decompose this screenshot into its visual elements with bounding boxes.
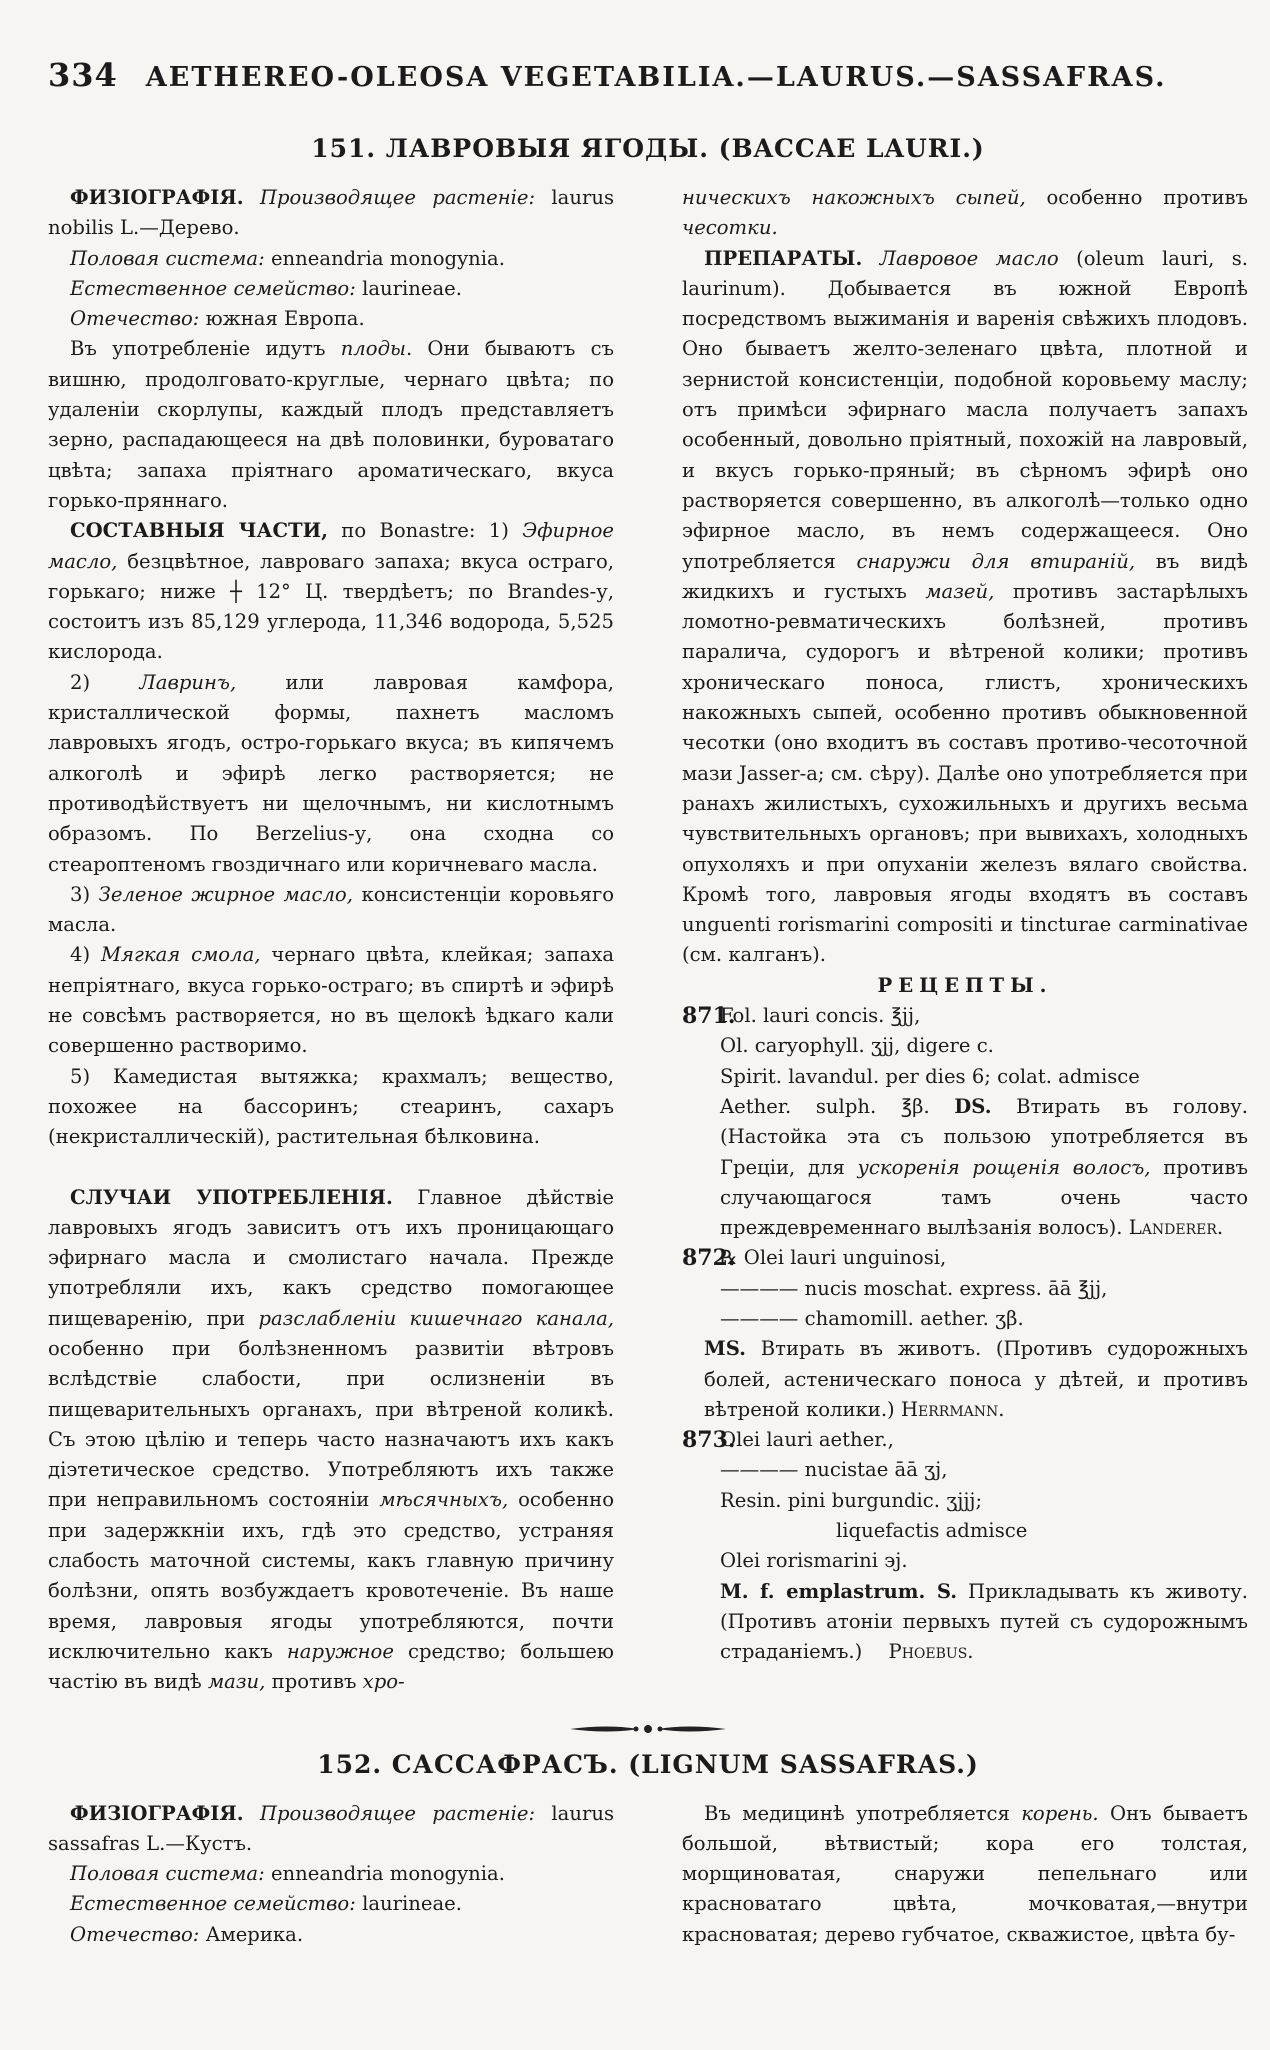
recipe-line-part: противъ случающагося тамъ очень часто преждевременнаго вылѣзанія волосъ). xyxy=(720,1155,1248,1240)
sexual-system-value: enneandria monogynia. xyxy=(270,1862,505,1886)
recipe-line-part: Втирать въ животъ. (Противъ судорожныхъ болей, астеническаго поноса у дѣтей, и противъ вѣтреной колики.) xyxy=(704,1337,1249,1421)
recipe-873 xyxy=(682,1425,1248,1667)
physiography-heading: ФИЗІОГРАФІЯ. xyxy=(70,186,244,209)
section-151-title: 151. ЛАВРОВЫЯ ЯГОДЫ. (BACCAE LAURI.) xyxy=(311,134,985,163)
recipe-line-part: Aether. sulph. ℥β. xyxy=(720,1094,930,1118)
section-divider xyxy=(48,1722,1248,1736)
left-column-2 xyxy=(48,1799,614,1950)
recipe-author: Landerer. xyxy=(1128,1216,1224,1240)
recipe-line: Olei rorismarini ϶j. xyxy=(720,1549,908,1573)
component-2 xyxy=(48,668,614,880)
root-paragraph xyxy=(682,1799,1248,1950)
family-label: Естественное семейство: xyxy=(70,1892,356,1916)
components-text-a: по Bonastre: 1) xyxy=(341,519,509,543)
plant-value: laurus nobilis L.—Дерево. xyxy=(48,186,615,240)
root-text-a: Въ медицинѣ употребляется xyxy=(704,1801,1010,1825)
component-4-num: 4) xyxy=(70,943,91,967)
recipe-number: 871. xyxy=(682,1003,736,1030)
component-2-text: или лавровая камфора, кристаллической формы, пахнетъ масломъ лавровыхъ ягодъ, остро-горькаго вкуса; въ кипячемъ алкоголѣ и эфирѣ легко растворяется; не противодѣйствуетъ ни щелочнымъ, ни кислотнымъ образомъ. По Berzelius-у, она сходна со стеароптеномъ гвоздичнаго или коричневаго масла. xyxy=(48,670,614,876)
usage-text-c: . Они бываютъ съ вишню, продолговато-круглые, чернаго цвѣта; по удаленіи скорлупы, каждый плодъ представляетъ зерно, распадающееся на двѣ половинки, буроватаго цвѣта; запаха пріятнаго ароматическаго, вкуса горько-пряннаго. xyxy=(48,337,615,512)
recipe-number: 873. xyxy=(682,1427,736,1454)
recipe-instruction xyxy=(720,1092,1248,1243)
recipe-body xyxy=(720,1001,1248,1243)
root-text-b: корень. xyxy=(1021,1801,1099,1825)
root-text-c: Онъ бываетъ большой, вѣтвистый; кора его толстая, морщиноватая, снаружи пепельнаго или красноватаго цвѣта, мочковатая,—внутри красноватая; дерево губчатое, скважистое, цвѣта бу- xyxy=(682,1801,1248,1946)
right-column xyxy=(682,183,1248,1698)
usage-cases-h: мази, xyxy=(207,1670,266,1694)
continuation-c: чесотки. xyxy=(682,216,778,240)
recipe-number: 872. xyxy=(682,1245,736,1272)
running-head xyxy=(48,56,1248,104)
components-text-oil: Эфирное масло, xyxy=(48,519,615,573)
family-value: laurineae. xyxy=(362,1892,462,1916)
left-column xyxy=(48,183,614,1698)
physiography-heading: ФИЗІОГРАФІЯ. xyxy=(70,1801,244,1825)
recipe-line-part: Прикладывать къ животу. (Противъ атоніи первыхъ путей съ судорожнымъ страданіемъ.) xyxy=(720,1579,1248,1664)
component-4-name: Мягкая смола, xyxy=(100,943,261,967)
recipe-line: ℞ Olei lauri unguinosi, xyxy=(720,1246,947,1270)
component-4-text: чернаго цвѣта, клейкая; запаха непріятнаго, вкуса горько-остраго; въ спиртѣ и эфирѣ не совсѣмъ растворяется, но въ щелокѣ ѣдкаго кали совершенно растворимо. xyxy=(48,943,615,1058)
preparations-e: мазей, xyxy=(925,579,995,603)
sexual-system-line xyxy=(48,244,614,274)
ornament-divider-icon xyxy=(568,1722,728,1736)
usage-cases-d: мѣсячныхъ, xyxy=(379,1488,509,1512)
sexual-system-value: enneandria monogynia. xyxy=(270,246,505,270)
continuation-b: особенно противъ xyxy=(1046,186,1249,209)
running-title: AETHEREO-OLEOSA VEGETABILIA.—LAURUS.—SASSAFRAS. xyxy=(145,62,1167,93)
plant-label: Производящее растеніе: xyxy=(259,186,536,209)
homeland-label: Отечество: xyxy=(70,1922,200,1946)
preparations-f: противъ застарѣлыхъ ломотно-ревматическихъ болѣзней, противъ паралича, судорогъ и вѣтреной колики; противъ хроническаго поноса, глистъ, хроническихъ накожныхъ сыпей, особенно противъ обыкновенной чесотки (оно входитъ въ составъ противо-чесоточной мази Jasser-а; см. сѣру). Далѣе оно употребляется при ранахъ жилистыхъ, сухожильныхъ и другихъ весьма чувствительныхъ органовъ; при вывихахъ, холодныхъ опухоляхъ и при опуханіи железъ вялаго свойства. Кромѣ того, лавровыя ягоды входятъ въ составъ unguenti rorismarini compositi и tincturae carminativae (см. калганъ). xyxy=(682,579,1248,967)
continuation-a: ническихъ накожныхъ сыпей, xyxy=(682,186,1026,209)
recipe-871 xyxy=(682,1001,1248,1243)
components-heading: СОСТАВНЫЯ ЧАСТИ, xyxy=(70,519,328,543)
recipe-line: ———— chamomill. aether. ʒβ. xyxy=(720,1306,1024,1330)
preparations-c: снаружи для втираній, xyxy=(856,549,1136,573)
usage-cases-f: наружное xyxy=(286,1639,394,1663)
recipe-line: Spirit. lavandul. per dies 6; colat. admisce xyxy=(720,1064,1140,1088)
component-3-num: 3) xyxy=(70,882,91,906)
component-5: 5) Камедистая вытяжка; крахмалъ; вещество, похожее на бассоринъ; стеаринъ, сахаръ (некристаллическій), растительная бѣлковина. xyxy=(48,1064,614,1149)
usage-cases-heading: СЛУЧАИ УПОТРЕБЛЕНІЯ. xyxy=(70,1185,393,1209)
component-4 xyxy=(48,940,614,1061)
physiography-paragraph xyxy=(48,183,614,244)
section-151-body xyxy=(48,183,1248,1698)
recipe-line: Ol. caryophyll. ʒjj, digere c. xyxy=(720,1034,994,1058)
preparations-heading: ПРЕПАРАТЫ. xyxy=(704,246,863,270)
homeland-value: южная Европа. xyxy=(205,307,365,331)
component-3-text: консистенціи коровьяго масла. xyxy=(48,882,615,937)
usage-cases-paragraph xyxy=(48,1183,614,1698)
recipe-author: Phoebus. xyxy=(888,1640,974,1664)
physiography-paragraph xyxy=(48,1799,614,1860)
component-3 xyxy=(48,880,614,941)
family-line xyxy=(48,274,614,304)
sexual-system-label: Половая система: xyxy=(70,246,265,270)
component-3-name: Зеленое жирное масло, xyxy=(98,882,353,906)
preparations-b: (oleum lauri, s. laurinum). Добывается въ южной Европѣ посредствомъ выжиманія и варенія свѣжихъ плодовъ. Оно бываетъ желто-зеленаго цвѣта, плотной и зернистой консистенціи, подобной коровьему маслу; отъ примѣси эфирнаго масла получаетъ запахъ особенный, довольно пріятный, похожій на лавровый, и вкусъ горько-пряный; въ сѣрномъ эфирѣ оно растворяется совершенно, въ алкоголѣ—только одно эфирное масло, въ немъ содержащееся. Оно употребляется xyxy=(682,246,1249,573)
family-line xyxy=(48,1889,614,1919)
homeland-value: Америка. xyxy=(205,1922,304,1946)
preparations-d: въ видѣ жидкихъ и густыхъ xyxy=(682,549,1248,603)
homeland-label: Отечество: xyxy=(70,307,200,331)
recipe-line-part: Втирать въ голову. (Настойка эта съ пользою употребляется въ Греціи, для xyxy=(720,1094,1248,1179)
section-152-title: 152. САССАФРАСЪ. (LIGNUM SASSAFRAS.) xyxy=(317,1749,979,1779)
recipe-signa: DS. xyxy=(954,1094,992,1118)
preparations-a: Лавровое масло xyxy=(879,246,1059,270)
recipe-line: ———— nucistae āā ʒj, xyxy=(720,1458,948,1482)
homeland-line xyxy=(48,1920,614,1950)
recipe-instruction xyxy=(720,1577,1248,1668)
usage-cases-e: особенно при задержкніи ихъ, гдѣ это средство, устраняя слабость маточной системы, какъ главную причину болѣзни, опять возбуждаетъ кровотеченіе. Въ наше время, лавровыя ягоды употребляются, почти исключительно какъ xyxy=(48,1488,614,1663)
recipe-line: liquefactis admisce xyxy=(836,1519,1028,1543)
usage-cases-c: особенно при болѣзненномъ развитіи вѣтровъ вслѣдствіе слабости, при ослизненіи въ пищеварительныхъ органахъ, при вѣтреной коликѣ. Съ этою цѣлію и теперь часто назначаютъ ихъ какъ діэтетическое средство. Употребляютъ ихъ также при неправильномъ состояніи xyxy=(48,1336,614,1512)
sexual-system-label: Половая система: xyxy=(70,1862,265,1886)
section-152-body xyxy=(48,1799,1248,1950)
right-column-2 xyxy=(682,1799,1248,1950)
recipe-line-part: ускоренія рощенія волосъ, xyxy=(857,1155,1151,1179)
component-2-num: 2) xyxy=(70,670,91,694)
usage-paragraph xyxy=(48,334,614,516)
plant-label: Производящее растеніе: xyxy=(259,1801,536,1825)
sexual-system-line xyxy=(48,1859,614,1889)
recipes-heading: РЕЦЕПТЫ. xyxy=(877,973,1053,997)
recipe-line: Resin. pini burgundic. ʒjjj; xyxy=(720,1488,983,1512)
spacer xyxy=(48,1153,614,1183)
recipe-author: Herrmann. xyxy=(900,1397,1005,1421)
recipe-body xyxy=(720,1243,1248,1334)
recipe-body xyxy=(720,1425,1248,1667)
usage-text-a: Въ употребленіе идутъ xyxy=(70,337,326,361)
page-number: 334 xyxy=(48,56,118,94)
recipe-line: ———— nucis moschat. express. āā ℥jj, xyxy=(720,1276,1108,1300)
components-text-c: безцвѣтное, лавроваго запаха; вкуса остраго, горькаго; ниже ┼ 12° Ц. твердѣетъ; по Brandes-у, состоитъ изъ 85,129 углерода, 11,346 водорода, 5,525 кислорода. xyxy=(48,549,614,664)
recipe-signa: M. f. emplastrum. S. xyxy=(720,1579,958,1603)
usage-cases-b: разслабленіи кишечнаго канала, xyxy=(258,1306,614,1330)
continuation-paragraph xyxy=(682,183,1248,244)
family-label: Естественное семейство: xyxy=(70,276,356,300)
component-2-name: Лавринъ, xyxy=(139,670,237,694)
homeland-line xyxy=(48,304,614,334)
usage-cases-j: хро- xyxy=(362,1670,405,1694)
recipe-line: Fol. lauri concis. ℥jj, xyxy=(720,1004,921,1028)
usage-cases-g: средство; большею частію въ видѣ xyxy=(48,1639,614,1694)
recipe-signa: MS. xyxy=(704,1337,746,1361)
recipe-872 xyxy=(682,1243,1248,1334)
family-value: laurineae. xyxy=(362,276,462,300)
usage-text-fruits: плоды xyxy=(340,337,406,361)
preparations-paragraph xyxy=(682,244,1248,971)
recipe-872-instruction xyxy=(682,1334,1248,1425)
usage-cases-i: противъ xyxy=(271,1670,357,1694)
recipe-line: Olei lauri aether., xyxy=(720,1428,894,1452)
components-paragraph xyxy=(48,516,614,667)
plant-value: laurus sassafras L.—Кустъ. xyxy=(48,1801,615,1855)
usage-cases-a: Главное дѣйствіе лавровыхъ ягодъ зависитъ отъ ихъ проницающаго эфирнаго масла и смолистаго начала. Прежде употребляли ихъ, какъ средство помогающее пищеваренію, при xyxy=(48,1185,614,1330)
